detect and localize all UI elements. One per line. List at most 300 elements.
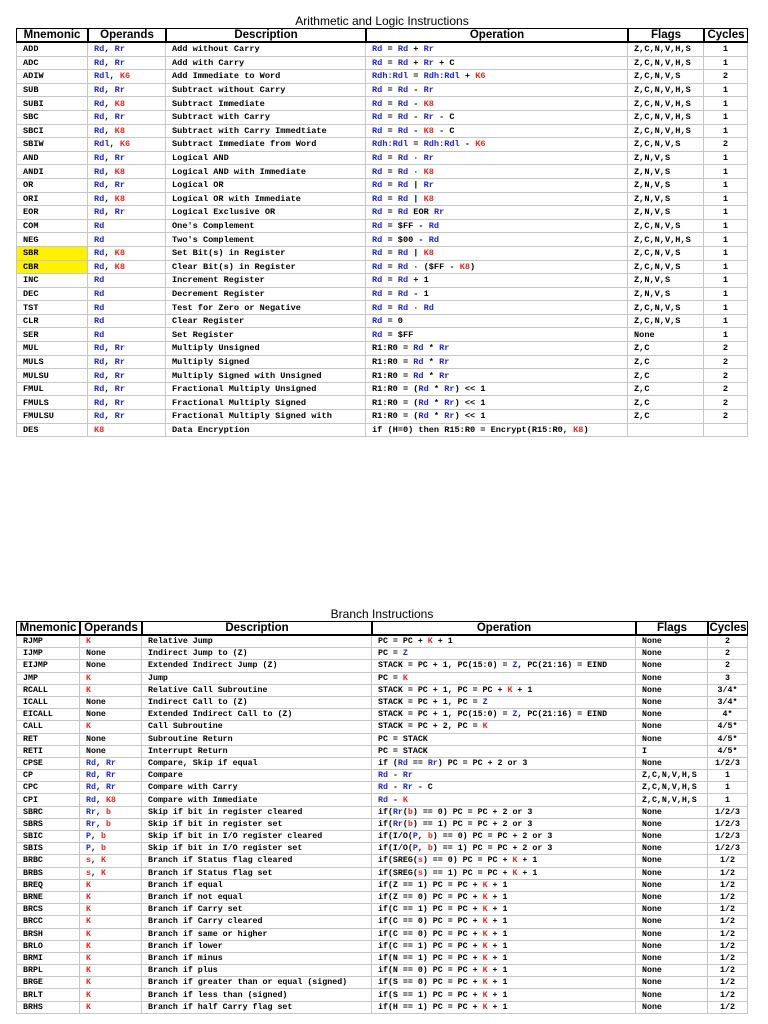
cell-operands [88, 179, 166, 193]
register-token: Rd [397, 125, 409, 136]
cell-cycles: 1/2 [708, 916, 748, 928]
cell-mnemonic: CPSE [16, 758, 80, 770]
register-token: Rd [94, 302, 105, 313]
cell-operands [80, 807, 142, 819]
table-row [16, 746, 748, 758]
cell-operands [88, 220, 166, 234]
text-token: = [382, 112, 398, 123]
constant-token: K [86, 905, 91, 915]
cell-operation [372, 831, 636, 843]
register-token: Rd [94, 180, 105, 191]
col-header-operation: Operation [366, 28, 628, 43]
cell-cycles: 1 [704, 193, 748, 207]
cell-operation [372, 953, 636, 965]
cell-operation [366, 179, 628, 193]
cell-description: Branch if Status flag cleared [142, 855, 372, 867]
text-token: + 1 [408, 275, 429, 286]
cell-description: Clear Bit(s) in Register [166, 261, 366, 275]
text-token: PC = STACK [378, 746, 428, 756]
text-token: * [428, 397, 445, 408]
text-token: if (H=0) then R15:R0 = Encrypt(R15:R0, [372, 424, 574, 435]
table-row [16, 941, 748, 953]
table-row [16, 1002, 748, 1014]
register-token: Rr [439, 343, 450, 354]
constant-token: K [427, 637, 433, 647]
cell-description: Set Bit(s) in Register [166, 247, 366, 261]
cell-operands [80, 892, 142, 904]
cell-operation [366, 57, 628, 71]
register-token: Rr [433, 207, 445, 218]
cell-mnemonic: DES [16, 424, 88, 438]
constant-token: K8 [114, 248, 125, 259]
cell-mnemonic: ADIW [16, 70, 88, 84]
cell-description: Branch if greater than or equal (signed) [142, 977, 372, 989]
cell-operands [80, 734, 142, 746]
cell-operands [88, 125, 166, 139]
cell-flags: None [636, 697, 708, 709]
cell-description: Compare with Immediate [142, 794, 372, 806]
table-row [16, 70, 748, 84]
cell-operation [366, 125, 628, 139]
text-token: = [382, 166, 398, 177]
text-token: None [86, 734, 106, 744]
cell-flags: Z,N,V,S [628, 165, 704, 179]
col-header-operands: Operands [80, 621, 142, 636]
register-token: Rd [94, 261, 105, 272]
cell-description: Clear Register [166, 315, 366, 329]
text-token: , [90, 844, 101, 854]
text-token: + 1 [487, 1002, 508, 1012]
cell-cycles: 2 [704, 138, 748, 152]
text-token: + 1 [487, 917, 508, 927]
register-token: Rd [94, 44, 105, 55]
cell-flags: Z,C,N,V,H,S [636, 770, 708, 782]
register-token: Rd [94, 193, 105, 204]
cell-cycles: 2 [708, 660, 748, 672]
constant-token: K [482, 905, 488, 915]
text-token: + 1 [432, 637, 453, 647]
text-token: , [95, 758, 106, 768]
register-token: Rd [372, 44, 383, 55]
cell-mnemonic: MUL [16, 342, 88, 356]
cell-mnemonic: BRHS [16, 1002, 80, 1014]
register-token: Rd [378, 783, 388, 793]
constant-token: K [482, 1002, 488, 1012]
text-token: R1:R0 = ( [372, 397, 419, 408]
text-token: if(N == 1) PC = PC + [378, 953, 483, 963]
text-token: R1:R0 = [372, 343, 414, 354]
cell-flags: Z,C,N,V,S [628, 301, 704, 315]
cell-operation [372, 1002, 636, 1014]
table-row [16, 57, 748, 71]
table-row [16, 953, 748, 965]
constant-token: b [100, 832, 106, 842]
constant-token: K [86, 1002, 91, 1012]
table-row [16, 193, 748, 207]
text-token: + 1 [487, 978, 508, 988]
text-token: * [428, 384, 445, 395]
constant-token: K [86, 978, 91, 988]
constant-token: K [482, 953, 488, 963]
register-token: Rd [397, 85, 409, 96]
cell-flags: Z,C,N,V,H,S [628, 43, 704, 57]
register-token: Rr [444, 384, 455, 395]
cell-flags: None [636, 989, 708, 1001]
cell-description: Call Subroutine [142, 721, 372, 733]
register-token: Rd [372, 112, 383, 123]
text-token: - [408, 112, 424, 123]
cell-mnemonic: BRLT [16, 989, 80, 1001]
cell-flags: None [636, 1002, 708, 1014]
text-token: · [408, 166, 424, 177]
text-token: PC = PC + [378, 637, 428, 647]
table-row [16, 165, 748, 179]
cell-description: Decrement Register [166, 288, 366, 302]
text-token: if(C == 0) PC = PC + [378, 929, 483, 939]
text-token: , [104, 44, 115, 55]
register-token: Rdl [94, 71, 110, 82]
table-row [16, 868, 748, 880]
table-row [16, 356, 748, 370]
cell-cycles: 4/5* [708, 734, 748, 746]
cell-cycles: 1 [704, 111, 748, 125]
register-token: Rdh:Rdl [423, 139, 460, 150]
cell-description: Test for Zero or Negative [166, 301, 366, 315]
cell-mnemonic: BRMI [16, 953, 80, 965]
table-row [16, 43, 748, 57]
cell-description: Branch if plus [142, 965, 372, 977]
cell-operation [366, 369, 628, 383]
table-row [16, 424, 748, 438]
constant-token: K [482, 880, 488, 890]
col-header-mnemonic: Mnemonic [16, 621, 80, 636]
text-token: · [408, 153, 424, 164]
cell-description: Subtract with Carry [166, 111, 366, 125]
cell-mnemonic: DEC [16, 288, 88, 302]
text-token: , [104, 384, 115, 395]
constant-token: K [86, 953, 91, 963]
cell-description: Compare [142, 770, 372, 782]
cell-flags: Z,N,V,S [628, 152, 704, 166]
constant-token: b [427, 844, 433, 854]
cell-mnemonic: CP [16, 770, 80, 782]
cell-operands [88, 247, 166, 261]
text-token: if(S == 0) PC = PC + [378, 978, 483, 988]
text-token: = $FF - [382, 221, 429, 232]
register-token: Rd [94, 356, 105, 367]
table-row [16, 125, 748, 139]
cell-operation [372, 758, 636, 770]
cell-operands [88, 111, 166, 125]
cell-flags: Z,N,V,S [628, 288, 704, 302]
cell-mnemonic: SUB [16, 84, 88, 98]
cell-mnemonic: BRNE [16, 892, 80, 904]
text-token: + [459, 71, 476, 82]
cell-cycles: 2 [704, 342, 748, 356]
register-token: Rd [94, 234, 105, 245]
cell-operands [80, 965, 142, 977]
cell-operands [88, 342, 166, 356]
cell-cycles: 1/2/3 [708, 831, 748, 843]
cell-cycles: 1 [704, 328, 748, 342]
cell-cycles: 1 [704, 125, 748, 139]
register-token: Rd [94, 411, 105, 422]
register-token: Rd [372, 329, 383, 340]
cell-cycles: 3/4* [708, 697, 748, 709]
cell-operands [88, 97, 166, 111]
cell-description: Multiply Signed with Unsigned [166, 369, 366, 383]
text-token: , [104, 166, 115, 177]
text-token: if(S == 1) PC = PC + [378, 990, 483, 1000]
table-row [16, 396, 748, 410]
cell-cycles: 1 [704, 97, 748, 111]
text-token: , [104, 193, 115, 204]
cell-cycles: 1 [704, 301, 748, 315]
cell-operands [88, 84, 166, 98]
table-row [16, 880, 748, 892]
register-token: Rd [413, 356, 424, 367]
cell-description: Logical AND [166, 152, 366, 166]
table-row [16, 220, 748, 234]
cell-mnemonic: BRLO [16, 941, 80, 953]
text-token: ) == 1) PC = PC + [422, 868, 513, 878]
table-row [16, 152, 748, 166]
cell-operation [366, 356, 628, 370]
cell-cycles: 1/2 [708, 977, 748, 989]
text-token: - [459, 139, 476, 150]
cell-description: Data Encryption [166, 424, 366, 438]
constant-token: K [512, 856, 518, 866]
cell-operation [372, 697, 636, 709]
register-token: Rd [86, 783, 96, 793]
cell-description: Compare, Skip if equal [142, 758, 372, 770]
text-token: ) << 1 [454, 397, 486, 408]
register-token: Rd [372, 98, 383, 109]
cell-mnemonic: JMP [16, 673, 80, 685]
table-row [16, 904, 748, 916]
cell-cycles: 1/2/3 [708, 819, 748, 831]
cell-operation [366, 233, 628, 247]
cell-mnemonic: TST [16, 301, 88, 315]
table-row [16, 831, 748, 843]
cell-description: Multiply Unsigned [166, 342, 366, 356]
register-token: Rd [94, 288, 105, 299]
table-row [16, 636, 748, 648]
register-token: P [412, 844, 418, 854]
cell-flags: None [636, 843, 708, 855]
cell-operation [366, 97, 628, 111]
register-token: Rr [114, 384, 125, 395]
text-token: if(C == 1) PC = PC + [378, 905, 483, 915]
text-token: = [382, 85, 398, 96]
text-token: = 0 [382, 316, 403, 327]
text-token: + 1 [487, 880, 508, 890]
register-token: Rr [392, 819, 403, 829]
register-token: Rd [94, 397, 105, 408]
cell-flags: None [636, 734, 708, 746]
text-token: R1:R0 = [372, 356, 414, 367]
text-token: if(I/O( [378, 832, 413, 842]
text-token: None [86, 661, 106, 671]
cell-mnemonic: SER [16, 328, 88, 342]
constant-token: K8 [114, 125, 125, 136]
cell-cycles: 1 [704, 152, 748, 166]
register-token: Rr [114, 57, 125, 68]
text-token: , [109, 71, 120, 82]
constant-token: K [482, 978, 488, 988]
cell-mnemonic: RET [16, 734, 80, 746]
text-token: + C [433, 57, 455, 68]
table-row [16, 977, 748, 989]
table-row [16, 709, 748, 721]
cell-description: Fractional Multiply Signed [166, 396, 366, 410]
register-token: Rd [94, 384, 105, 395]
cell-operands [80, 660, 142, 672]
cell-description: Subtract with Carry Immedtiate [166, 125, 366, 139]
cell-flags: Z,C,N,V,H,S [628, 111, 704, 125]
register-token: Rd [372, 316, 383, 327]
text-token: , [104, 125, 115, 136]
constant-token: b [105, 807, 111, 817]
cell-flags: Z,C,N,V,H,S [628, 57, 704, 71]
text-token: + [408, 44, 424, 55]
cell-operands [80, 977, 142, 989]
register-token: Rr [423, 180, 434, 191]
register-token: Rr [423, 57, 434, 68]
text-token: * [423, 343, 440, 354]
register-token: Rd [86, 795, 96, 805]
table-row [16, 697, 748, 709]
cell-operation [372, 892, 636, 904]
register-token: Rd [397, 57, 409, 68]
register-token: Rr [114, 85, 125, 96]
cell-operation [372, 965, 636, 977]
register-token: Rd [413, 343, 424, 354]
constant-token: K [507, 685, 513, 695]
text-token: , [104, 85, 115, 96]
cell-mnemonic: BREQ [16, 880, 80, 892]
register-token: Rd [397, 302, 409, 313]
cell-flags: None [636, 758, 708, 770]
register-token: Rr [402, 783, 413, 793]
cell-flags: None [636, 807, 708, 819]
text-token: , [104, 343, 115, 354]
cell-mnemonic: ORI [16, 193, 88, 207]
text-token: + [408, 57, 424, 68]
text-token: ) [583, 424, 589, 435]
text-token: , [90, 868, 101, 878]
register-token: Rd [372, 288, 383, 299]
register-token: Rd [94, 316, 105, 327]
cell-operands [80, 904, 142, 916]
cell-flags: None [636, 941, 708, 953]
cell-flags: Z,N,V,S [628, 193, 704, 207]
text-token: = [408, 139, 424, 150]
constant-token: K8 [114, 261, 125, 272]
text-token: ) << 1 [454, 384, 486, 395]
cell-operation [366, 410, 628, 424]
constant-token: K [512, 868, 518, 878]
cell-description: Branch if Status flag set [142, 868, 372, 880]
text-token: STACK = PC + 1, PC = [378, 698, 483, 708]
cell-mnemonic: FMULS [16, 396, 88, 410]
cell-mnemonic: FMULSU [16, 410, 88, 424]
register-token: Rr [114, 180, 125, 191]
table-row [16, 369, 748, 383]
cell-operation [372, 794, 636, 806]
cell-operation [366, 424, 628, 438]
cell-cycles: 1/2 [708, 953, 748, 965]
cell-operands [80, 831, 142, 843]
register-token: Rd [94, 248, 105, 259]
cell-mnemonic: CBR [16, 261, 88, 275]
text-token: , [95, 807, 106, 817]
text-token: * [428, 411, 445, 422]
cell-cycles: 3/4* [708, 685, 748, 697]
table-row [16, 794, 748, 806]
table-row [16, 247, 748, 261]
cell-cycles: 1 [704, 165, 748, 179]
constant-token: K [402, 673, 408, 683]
constant-token: K6 [119, 139, 131, 150]
register-token: Rd [94, 343, 105, 354]
col-header-flags: Flags [628, 28, 704, 43]
cell-mnemonic: EICALL [16, 709, 80, 721]
text-token: - [387, 771, 403, 781]
cell-flags: Z,C [628, 383, 704, 397]
register-token: Rd [372, 275, 383, 286]
cell-operation [366, 70, 628, 84]
constant-token: K [86, 966, 91, 976]
text-token: + 1 [487, 941, 508, 951]
cell-description: Branch if lower [142, 941, 372, 953]
cell-operands [80, 770, 142, 782]
cell-operands [80, 819, 142, 831]
text-token: , [95, 783, 106, 793]
cell-flags: Z,C,N,V,S [628, 315, 704, 329]
text-token: STACK = PC + 1, PC(15:0) = [378, 661, 513, 671]
cell-operation [372, 746, 636, 758]
cell-cycles: 1/2/3 [708, 758, 748, 770]
constant-token: K [482, 893, 488, 903]
text-token: , [104, 261, 115, 272]
cell-description: Two's Complement [166, 233, 366, 247]
register-token: Rd [372, 153, 383, 164]
col-header-operation: Operation [372, 621, 636, 636]
text-token: | [408, 248, 424, 259]
col-header-flags: Flags [636, 621, 708, 636]
cell-mnemonic: BRPL [16, 965, 80, 977]
cell-flags: None [636, 673, 708, 685]
arithmetic-logic-table [16, 28, 748, 437]
cell-operation [372, 904, 636, 916]
cell-operation [372, 734, 636, 746]
cell-description: Relative Jump [142, 636, 372, 648]
text-token: + 1 [517, 868, 538, 878]
cell-operation [372, 807, 636, 819]
cell-operands [88, 70, 166, 84]
cell-flags: None [636, 709, 708, 721]
cell-description: Branch if equal [142, 880, 372, 892]
cell-description: Fractional Multiply Signed with [166, 410, 366, 424]
register-token: P [412, 832, 418, 842]
register-token: Z [512, 661, 518, 671]
cell-mnemonic: BRSH [16, 929, 80, 941]
text-token: if(I/O( [378, 844, 413, 854]
register-token: Rr [444, 397, 455, 408]
cell-mnemonic: SUBI [16, 97, 88, 111]
cell-cycles: 1 [704, 57, 748, 71]
